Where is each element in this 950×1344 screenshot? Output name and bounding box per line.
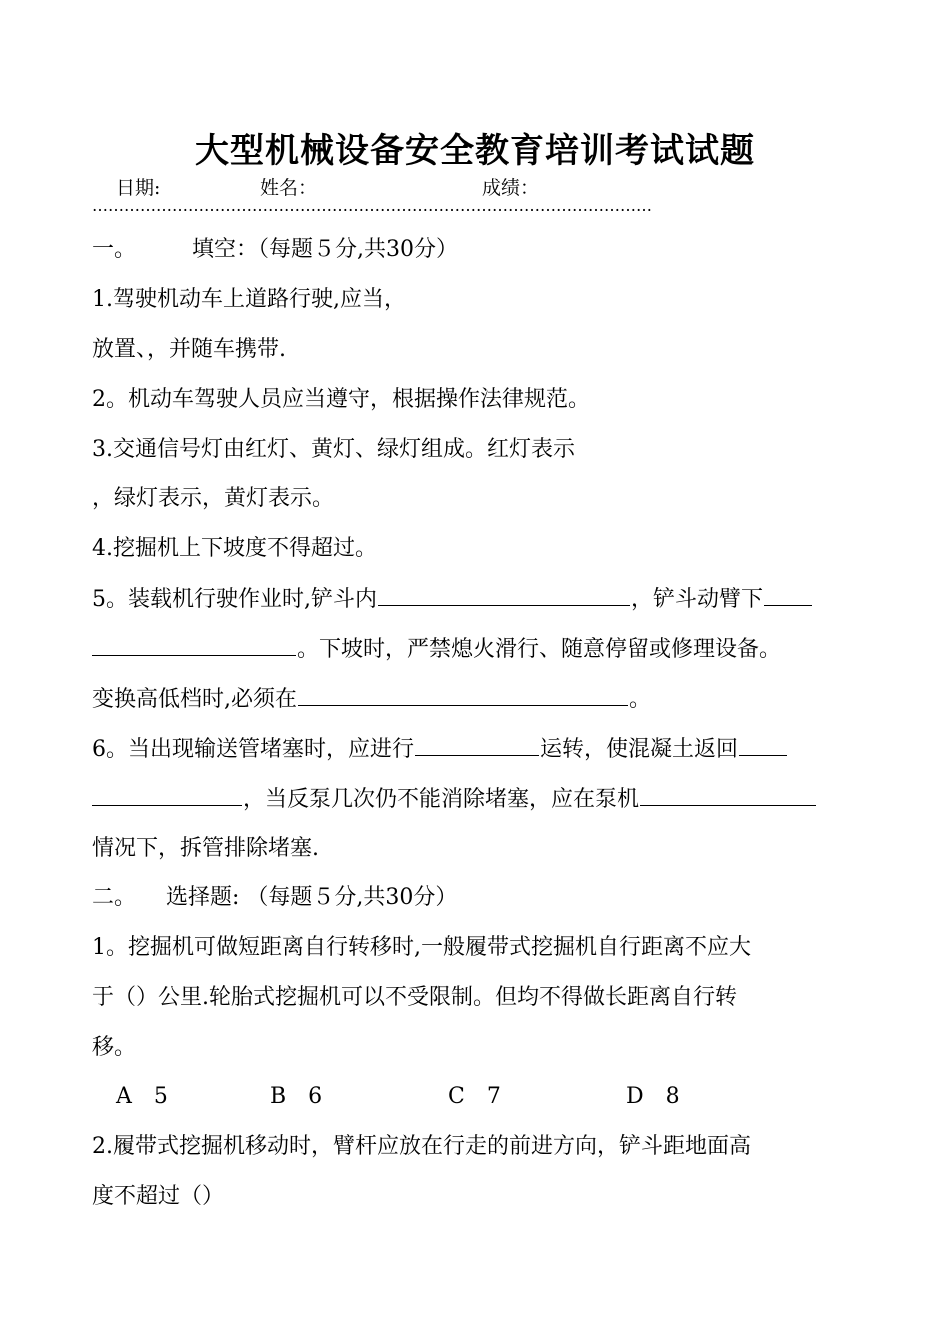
s1-q6-text-a: 6。当出现输送管堵塞时，应进行: [92, 737, 414, 762]
section1-number: 一。: [92, 237, 137, 262]
s1-q1-line1: 1.驾驶机动车上道路行驶,应当，: [92, 287, 406, 312]
s1-q3-line2: ，绿灯表示，黄灯表示。: [92, 486, 335, 511]
date-label: 日期:: [116, 177, 161, 199]
s1-q5-line3: [92, 683, 892, 716]
section1-heading: [92, 234, 892, 266]
dotted-separator: ……………………………………………………………………………………………: [92, 196, 652, 215]
s2-q1-line3: 移。: [92, 1035, 137, 1060]
answer-blank[interactable]: [415, 733, 539, 756]
answer-blank[interactable]: [739, 733, 787, 756]
option-b[interactable]: B 6: [270, 1084, 323, 1109]
s2-q1-line2: 于（）公里.轮胎式挖掘机可以不受限制。但均不得做长距离自行转: [92, 985, 737, 1010]
section1-title: 填空：（每题５分,共30分）: [192, 237, 459, 262]
section2-heading: [92, 882, 892, 914]
score-label: 成绩：: [482, 177, 540, 199]
page-title: 大型机械设备安全教育培训考试试题: [195, 131, 755, 171]
s1-q1-line2: 放置、，并随车携带.: [92, 337, 286, 362]
s1-q5-text-b: ，铲斗动臂下: [631, 587, 764, 612]
option-c[interactable]: C 7: [448, 1084, 501, 1109]
answer-blank[interactable]: [92, 783, 242, 806]
s2-q1-options: [92, 1081, 892, 1113]
answer-blank[interactable]: [378, 583, 630, 606]
s1-q5-line1: [92, 583, 892, 616]
s1-q5-text-c: 。下坡时，严禁熄火滑行、随意停留或修理设备。: [297, 637, 782, 662]
s1-q6-line2: [92, 783, 892, 816]
section2-number: 二。: [92, 885, 137, 910]
s1-q6-text-b: 运转，使混凝土返回: [540, 737, 739, 762]
answer-blank[interactable]: [298, 683, 628, 706]
s1-q5-text-e: 。: [629, 687, 652, 712]
s1-q4: 4.挖掘机上下坡度不得超过。: [92, 536, 377, 561]
name-label: 姓名：: [260, 177, 318, 199]
s1-q6-text-c: ，当反泵几次仍不能消除堵塞，应在泵机: [243, 787, 640, 812]
s1-q3-line1: 3.交通信号灯由红灯、黄灯、绿灯组成。红灯表示: [92, 437, 575, 462]
s1-q6-line3: 情况下，拆管排除堵塞.: [92, 836, 319, 861]
s1-q5-text-d: 变换高低档时,必须在: [92, 687, 297, 712]
answer-blank[interactable]: [764, 583, 812, 606]
section2-title: 选择题: （每题５分,共30分）: [166, 885, 458, 910]
s1-q6-line1: [92, 733, 892, 766]
answer-blank[interactable]: [92, 633, 296, 656]
s1-q2: 2。机动车驾驶人员应当遵守，根据操作法律规范。: [92, 387, 590, 412]
s1-q5-line2: [92, 633, 892, 666]
s1-q5-text-a: 5。装载机行驶作业时,铲斗内: [92, 587, 377, 612]
s2-q1-line1: 1。挖掘机可做短距离自行转移时,一般履带式挖掘机自行距离不应大: [92, 935, 751, 960]
s2-q2-line2: 度不超过（）: [92, 1184, 225, 1209]
answer-blank[interactable]: [640, 783, 816, 806]
option-d[interactable]: D 8: [626, 1084, 680, 1109]
s2-q2-line1: 2.履带式挖掘机移动时，臂杆应放在行走的前进方向，铲斗距地面高: [92, 1134, 751, 1159]
option-a[interactable]: A 5: [116, 1084, 168, 1109]
